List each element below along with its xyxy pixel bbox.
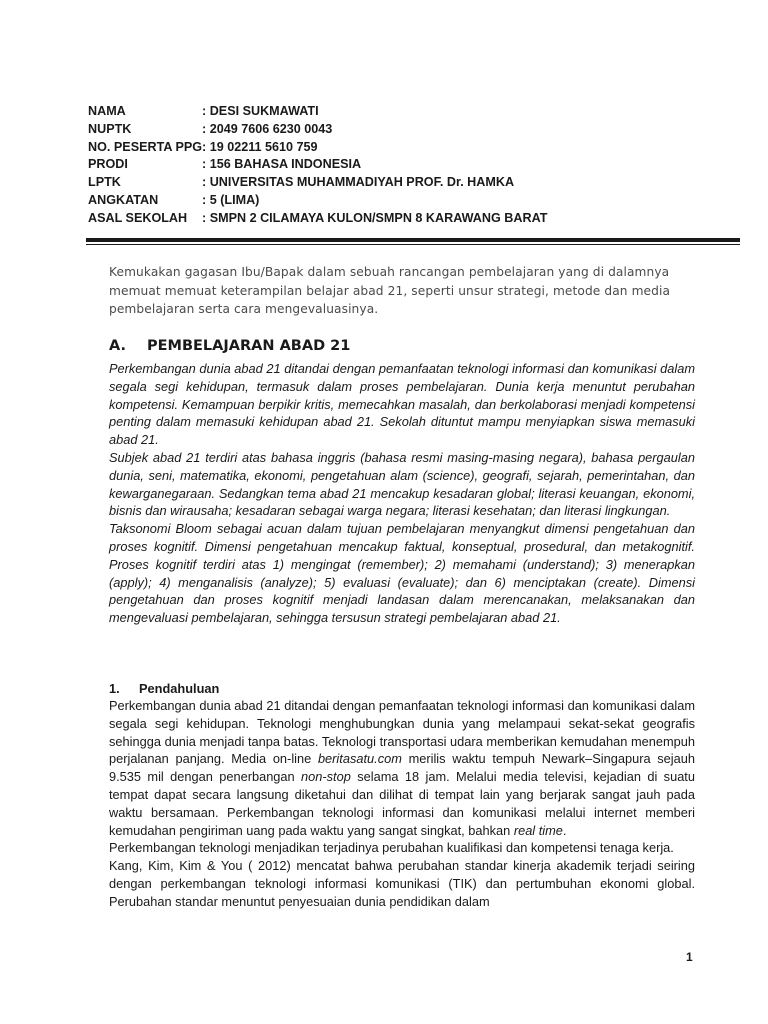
identity-label: ASAL SEKOLAH <box>88 210 188 225</box>
identity-value: : 5 (LIMA) <box>202 192 260 207</box>
identity-label: PRODI <box>88 157 128 172</box>
identity-row <box>88 121 688 139</box>
identity-table <box>88 103 688 228</box>
paragraph: Perkembangan teknologi menjadikan terjadinya perubahan kualifikasi dan kompetensi tenaga kerja. <box>109 840 674 856</box>
section-a-body <box>109 360 695 627</box>
paragraph: Perkembangan dunia abad 21 ditandai dengan pemanfaatan teknologi informasi dan komunikasi dalam segala segi kehidupan, termasuk dalam proses pembelajaran. Dunia kerja menuntut perubahan kompetensi. Kemampuan berpikir kritis, memecahkan masalah, dan berkolaborasi menjadi kompetensi penting dalam memasuki kehidupan abad 21. Sekolah dituntut mampu menyiapkan siswa memasuki abad 21. <box>109 361 695 448</box>
text-run: selama 18 jam. Melalui media televisi, kejadian di suatu tempat dapat secara langsung diketahui dan dilihat di tempat lain yang berjarak sangat jauh pada waktu bersamaan. Perkembangan teknologi informasi dan komunikasi melalui internet memberi kemudahan pengiriman uang pada waktu yang sangat singkat, bahkan <box>109 769 695 838</box>
identity-value: : 156 BAHASA INDONESIA <box>202 157 362 172</box>
section-heading <box>109 338 350 354</box>
subsection-title: Pendahuluan <box>139 681 220 696</box>
identity-row <box>88 192 688 210</box>
identity-value: : 19 02211 5610 759 <box>202 139 318 154</box>
identity-label: NO. PESERTA PPG <box>88 139 203 154</box>
assignment-prompt: Kemukakan gagasan Ibu/Bapak dalam sebuah rancangan pembelajaran yang di dalamnya memuat memuat keterampilan belajar abad 21, seperti unsur strategi, metode dan media pembelajaran serta cara mengevaluasinya. <box>109 265 671 316</box>
source-name: beritasatu.com <box>317 751 402 767</box>
header-divider-thick <box>86 238 740 242</box>
section-title: PEMBELAJARAN ABAD 21 <box>147 338 351 354</box>
subsection-body <box>109 697 695 911</box>
identity-label: ANGKATAN <box>88 192 159 207</box>
identity-label: NAMA <box>88 104 126 118</box>
identity-row <box>88 156 688 174</box>
italic-term: non-stop <box>301 769 351 785</box>
subsection-heading <box>109 681 219 696</box>
text-run: merilis waktu tempuh Newark–Singapura sejauh 9.535 mil dengan penerbangan <box>109 751 695 785</box>
text-run: Perkembangan dunia abad 21 ditandai dengan pemanfaatan teknologi informasi dan komunikasi dalam segala segi kehidupan. Teknologi menghubungkan dunia yang melampaui sekat-sekat geografis sehingga dunia menjadi tanpa batas. Teknologi transportasi udara memberikan kemudahan menempuh perjalanan panjang. Media on-line <box>109 698 695 767</box>
identity-row <box>88 139 688 157</box>
identity-value: : SMPN 2 CILAMAYA KULON/SMPN 8 KARAWANG BARAT <box>202 210 548 225</box>
paragraph <box>109 697 695 839</box>
paragraph: Taksonomi Bloom sebagai acuan dalam tujuan pembelajaran menyangkut dimensi pengetahuan dan proses kognitif. Dimensi pengetahuan mencakup faktual, konseptual, prosedural, dan metakognitif. Proses kognitif terdiri atas 1) mengingat (remember); 2) memahami (understand); 3) menerapkan (apply); 4) menganalisis (analyze); 5) evaluasi (evaluate); dan 6) menciptakan (create). Dimensi pengetahuan dan proses kognitif menjadi landasan dalam merencanakan, melaksanakan dan mengevaluasi pembelajaran, sehingga tersusun strategi pembelajaran abad 21. <box>109 521 695 626</box>
identity-label: NUPTK <box>88 121 132 136</box>
text-run: . <box>562 822 567 838</box>
header-divider-thin <box>86 244 740 245</box>
identity-row <box>88 174 688 192</box>
identity-label: LPTK <box>88 175 121 190</box>
paragraph: Subjek abad 21 terdiri atas bahasa inggris (bahasa resmi masing-masing negara), bahasa pergaulan dunia, seni, matematika, ekonomi, pengetahuan alam (science), geografi, sejarah, pemerintahan, dan kewarganegaraan. Sedangkan tema abad 21 mencakup kesadaran global; literasi keuangan, ekonomi, bisnis dan wirausaha; kesadaran sebagai warga negara; literasi kesehatan; dan literasi lingkungan. <box>109 449 695 519</box>
page-number: 1 <box>686 950 693 964</box>
identity-row <box>88 210 688 228</box>
identity-value: : 2049 7606 6230 0043 <box>202 121 333 136</box>
identity-row <box>88 103 688 121</box>
paragraph: Kang, Kim, Kim & You ( 2012) mencatat bahwa perubahan standar kinerja akademik terjadi seiring dengan perkembangan teknologi informasi komunikasi (TIK) dan pertumbuhan ekonomi global. Perubahan standar menuntut penyesuaian dunia pendidikan dalam <box>109 858 695 909</box>
section-number: A. <box>109 338 126 354</box>
italic-term: real time <box>513 822 563 838</box>
identity-value: : UNIVERSITAS MUHAMMADIYAH PROF. Dr. HAMKA <box>202 175 515 190</box>
identity-value: : DESI SUKMAWATI <box>202 104 319 118</box>
subsection-number: 1. <box>109 681 120 696</box>
